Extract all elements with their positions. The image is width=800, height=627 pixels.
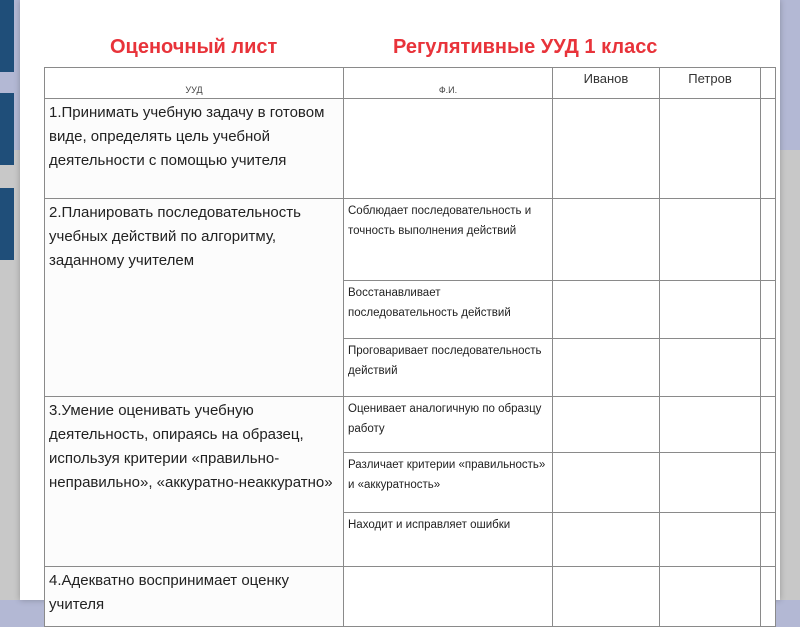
decor-bar	[0, 0, 14, 72]
criteria-cell: Оценивает аналогичную по образцу работу	[344, 397, 553, 453]
table-row	[45, 567, 776, 627]
extra-cell	[761, 281, 776, 339]
sheet-title: Оценочный лист	[110, 36, 278, 58]
skill-cell: 3.Умение оценивать учебную деятельность, опираясь на образец, используя критерии «правильно-неправильно», «аккуратно-неаккуратно»	[45, 397, 344, 567]
skill-cell: 1.Принимать учебную задачу в готовом виде, определять цель учебной деятельности с помощью учителя	[45, 99, 344, 199]
extra-cell	[761, 199, 776, 281]
criteria-cell: Восстанавливает последовательность действий	[344, 281, 553, 339]
criteria-cell: Различает критерии «правильность» и «аккуратность»	[344, 453, 553, 513]
criteria-cell	[344, 567, 553, 627]
extra-cell	[761, 567, 776, 627]
subject-title: Регулятивные УУД 1 класс	[393, 36, 658, 58]
score-cell[interactable]	[553, 281, 660, 339]
score-cell[interactable]	[553, 339, 660, 397]
criteria-cell: Находит и исправляет ошибки	[344, 513, 553, 567]
slide	[20, 0, 780, 613]
slide-titles	[20, 36, 780, 66]
score-cell[interactable]	[660, 397, 761, 453]
score-cell[interactable]	[660, 453, 761, 513]
table-header-row	[45, 68, 776, 99]
table-row	[45, 397, 776, 453]
score-cell[interactable]	[660, 339, 761, 397]
score-cell[interactable]	[553, 199, 660, 281]
table-row	[45, 199, 776, 281]
skill-cell: 2.Планировать последовательность учебных действий по алгоритму, заданному учителем	[45, 199, 344, 397]
score-cell[interactable]	[553, 453, 660, 513]
score-cell[interactable]	[553, 397, 660, 453]
table-row	[45, 99, 776, 199]
score-cell[interactable]	[660, 567, 761, 627]
skill-cell: 4.Адекватно воспринимает оценку учителя	[45, 567, 344, 627]
criteria-cell: Соблюдает последовательность и точность выполнения действий	[344, 199, 553, 281]
extra-cell	[761, 453, 776, 513]
score-cell[interactable]	[553, 513, 660, 567]
extra-cell	[761, 99, 776, 199]
extra-cell	[761, 397, 776, 453]
decor-bar	[0, 188, 14, 260]
extra-cell	[761, 513, 776, 567]
extra-cell	[761, 339, 776, 397]
header-student-petrov: Петров	[660, 68, 761, 99]
score-cell[interactable]	[660, 199, 761, 281]
criteria-cell	[344, 99, 553, 199]
score-cell[interactable]	[660, 281, 761, 339]
header-fio: Ф.И.	[344, 68, 553, 99]
header-extra	[761, 68, 776, 99]
criteria-cell: Проговаривает последовательность действий	[344, 339, 553, 397]
score-cell[interactable]	[553, 99, 660, 199]
score-cell[interactable]	[553, 567, 660, 627]
assessment-table	[44, 67, 776, 627]
score-cell[interactable]	[660, 513, 761, 567]
header-student-ivanov: Иванов	[553, 68, 660, 99]
decor-bar	[0, 93, 14, 165]
header-uud: УУД	[45, 68, 344, 99]
score-cell[interactable]	[660, 99, 761, 199]
